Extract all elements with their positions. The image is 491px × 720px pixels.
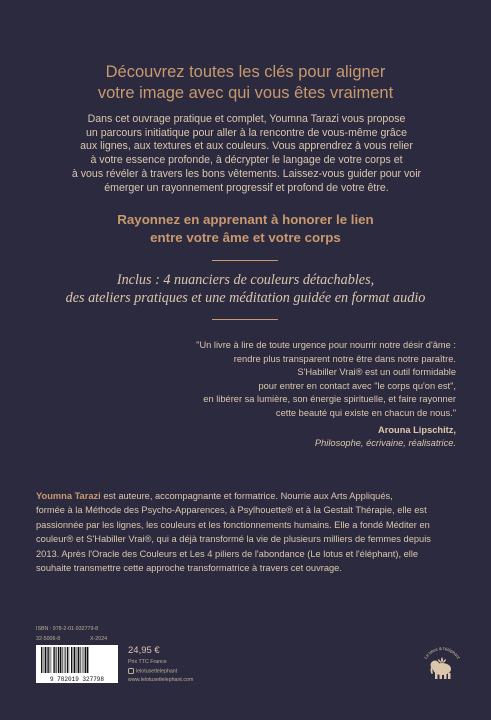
price-note: Prix TTC France <box>128 659 167 665</box>
publisher-logo-text: Le lotus & l'éléphant <box>422 645 462 660</box>
included-items <box>0 272 491 307</box>
barcode-bar <box>41 647 42 673</box>
quote-author-role: Philosophe, écrivaine, réalisatrice. <box>314 438 456 448</box>
barcode-bar <box>45 647 47 673</box>
barcode-bar <box>74 647 75 673</box>
intro-line: à vous révéler à travers les bons vêtements. Laissez-vous guider pour voir <box>71 167 422 180</box>
instagram-handle <box>128 668 177 675</box>
isbn-text: ISBN : 978-2-01-932779-8 <box>36 626 99 632</box>
quote-line: "Un livre à lire de toute urgence pour nourrir notre désir d'âme : <box>196 340 456 350</box>
barcode-bar <box>62 647 63 673</box>
subheadline-line: entre votre âme et votre corps <box>150 229 341 245</box>
bio-text: est auteure, accompagnante et formatrice. Nourrie aux Arts Appliqués, <box>100 491 393 501</box>
product-code: 32-5006-8 <box>36 636 61 642</box>
bio-line: souhaite transmettre cette approche transformatrice à travers cet ouvrage. <box>36 563 342 574</box>
publisher-logo <box>418 638 466 686</box>
bio-line: couleur® et S'Habiller Vrai®, qui a déjà transformé la vie de plusieurs milliers de femmes depuis <box>36 534 431 545</box>
price: 24,95 € <box>128 645 160 656</box>
barcode-bar <box>51 647 52 673</box>
divider-bottom <box>212 319 278 320</box>
included-line: Inclus : 4 nuanciers de couleurs détachables, <box>116 272 375 288</box>
barcode-bar <box>78 647 80 673</box>
author-bio <box>36 489 456 575</box>
quote-line: en libérer sa lumière, son énergie spirituelle, et faire rayonner <box>203 394 456 404</box>
author-name: Youmna Tarazi <box>36 491 101 501</box>
barcode-bar <box>85 647 86 673</box>
intro-paragraph <box>64 113 429 195</box>
barcode-bar <box>73 647 74 673</box>
barcode-bar <box>87 647 89 673</box>
divider-top <box>212 260 278 261</box>
barcode-bar <box>84 647 85 673</box>
barcode-bar <box>60 647 62 673</box>
barcode-bar <box>82 647 83 673</box>
intro-line: Dans cet ouvrage pratique et complet, Youmna Tarazi vous propose <box>87 113 406 125</box>
quote-line: S'Habiller Vrai® est un outil formidable <box>297 367 456 377</box>
bio-line: 2013. Après l'Oracle des Couleurs et Les 4 piliers de l'abondance (Le lotus et l'éléphant), elle <box>36 548 419 559</box>
quote-line: pour entrer en contact avec "le corps qu'on est", <box>258 380 456 391</box>
barcode-bar <box>80 647 81 673</box>
intro-line: à votre essence profonde, à décrypter le langage de votre corps et <box>90 154 403 167</box>
bio-line: formée à la Méthode des Psycho-Apparences, à Psylhouette® et à la Gestalt Thérapie, elle est <box>36 505 427 516</box>
lotus-icon <box>438 657 446 663</box>
barcode <box>36 645 118 683</box>
instagram-icon <box>128 668 134 674</box>
intro-line: émerger un rayonnement progressif et profond de votre être. <box>104 181 389 194</box>
barcode-bar <box>65 647 66 673</box>
barcode-bar <box>76 647 77 673</box>
testimonial-quote <box>150 339 456 420</box>
subheadline <box>0 211 491 246</box>
barcode-bar <box>71 647 72 673</box>
quote-line: cette beauté qui existe en chacun de nous." <box>275 407 456 418</box>
barcode-bar <box>67 647 68 673</box>
edition-code: X-2024 <box>90 636 108 642</box>
elephant-icon <box>431 661 452 680</box>
included-line: des ateliers pratiques et une méditation guidée en format audio <box>65 289 426 306</box>
headline-line: votre image avec qui vous êtes vraiment <box>97 84 394 102</box>
barcode-bar <box>47 647 48 673</box>
barcode-bar <box>58 647 59 673</box>
barcode-bars <box>36 647 118 678</box>
barcode-number: 9 782019 327798 <box>49 676 104 683</box>
quote-line: rendre plus transparent notre être dans notre paraître. <box>233 353 456 364</box>
barcode-bar <box>56 647 57 673</box>
barcode-bar <box>64 647 65 673</box>
subheadline-line: Rayonnez en apprenant à honorer le lien <box>117 212 374 227</box>
quote-author: Arouna Lipschitz, <box>378 425 456 435</box>
headline-line: Découvrez toutes les clés pour aligner <box>105 63 386 81</box>
intro-line: un parcours initiatique pour aller à la rencontre de vous-même grâce <box>86 126 407 139</box>
bio-line <box>36 489 456 503</box>
headline <box>0 62 491 104</box>
bio-line: passionnée par les lignes, les couleurs et les fonctionnements humains. Elle a fondé Méditer en <box>36 519 430 530</box>
barcode-bar <box>48 647 49 673</box>
barcode-bar <box>53 647 54 673</box>
barcode-bar <box>54 647 55 673</box>
instagram-label: lelotusetlelephant <box>136 668 178 675</box>
intro-line: aux lignes, aux textures et aux couleurs. Vous apprendrez à vous relier <box>80 140 413 153</box>
barcode-bar <box>69 647 70 673</box>
barcode-bar <box>43 647 44 673</box>
website-url: www.lelotusetlelephant.com <box>128 677 194 683</box>
